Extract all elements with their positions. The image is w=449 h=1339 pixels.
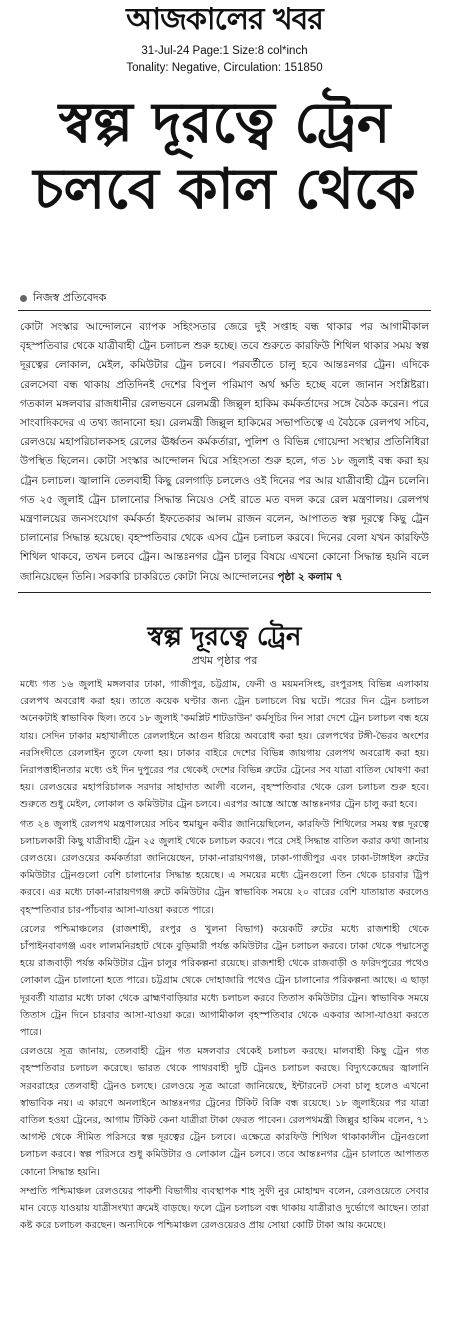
paragraph: সম্প্রতি পশ্চিমাঞ্চল রেলওয়ের পাকশী বিভাগীয় ব্যবস্থাপক শাহ সুফী নুর মোহাম্মদ বলেন, রেলওয়েতে সেবার মান বেড়ে যাওয়ায় যাত্রীসংখ্যা ক্রমেই বাড়ছে। ফলে ট্রেন চলাচল বন্ধ থাকায় যাত্রীরাও দুর্ভোগে আছেন। তারা কষ্ট করে চলাচল করছেন। অন্যদিকে পশ্চিমাঞ্চল রেলওয়েরও প্রায় সোয়া কোটি টাকা আয় কমেছে। xyxy=(20,1185,429,1232)
paragraph: গত ২৪ জুলাই রেলপথ মন্ত্রণালয়ের সচিব হুমায়ুন কবীর জানিয়েছিলেন, কারফিউ শিথিলের সময় স্বল্প দূরত্বে চলাচলকারী কিছু যাত্রীবাহী ট্রেন ২৫ জুলাই থেকে চলাচল করবে। পরে সেই সিদ্ধান্ত বাতিল করার কথা জানায় রেলওয়ে। রেলওয়ের কর্মকর্তারা জানিয়েছেন, ঢাকা-নারায়ণগঞ্জ, ঢাকা-গাজীপুর এবং ঢাকা-টাঙ্গাইল রুটের কমিউটার ট্রেনগুলো বেশি চালানোর সিদ্ধান্ত হয়েছে। এ সময়ের মধ্যে ট্রেনগুলো তিন থেকে চারবার ট্রিপ করবে। এর মধ্যে ঢাকা-নারায়ণগঞ্জ রুটে কমিউটার ট্রেন স্বাভাবিক সময়ে ২০ বারের বেশি যাতায়াত করলেও বৃহস্পতিবার চার-পাঁচবার আসা-যাওয়া করতে পারে। xyxy=(20,818,429,916)
jump-reference: পৃষ্ঠা ২ কলাম ৭ xyxy=(277,570,343,583)
divider xyxy=(18,592,431,593)
clipping-meta-date: 31-Jul-24 Page:1 Size:8 col*inch xyxy=(141,45,308,57)
article-headline: স্বল্প দূরত্বে ট্রেন চলবে কাল থেকে xyxy=(33,90,416,222)
paragraph: মধ্যে গত ১৬ জুলাই মঙ্গলবার ঢাকা, গাজীপুর, চট্টগ্রাম, ফেনী ও ময়মনসিংহ, রংপুরসহ বিভিন্ন এলাকায় রেলপথ অবরোধ করা হয়। তাতে কয়েক ঘণ্টার জন্য ট্রেন চলাচলে বিঘ্ন ঘটে। পরের দিন ট্রেন চলাচল অনেকটাই স্বাভাবিক ছিল। তবে ১৮ জুলাই 'কমপ্লিট শাটডাউন' কর্মসূচির দিন সারা দেশে ট্রেন চলাচল বন্ধ হয়ে যায়। সেদিন ঢাকার মহাখালীতে রেললাইনে আগুন ধরিয়ে অবরোধ করা হয়। রেলপথের টঙ্গী-ভৈরব অংশের নরসিংদীতে রেললাইন তুলে ফেলা হয়। ঢাকার বাইরে দেশের বিভিন্ন জায়গায় রেলপথ অবরোধ করা হয়। নিরাপত্তাহীনতার মধ্যে ওই দিন দুপুরের পর থেকেই দেশের বিভিন্ন রুটের ট্রেনের সব যাত্রা বাতিল ঘোষণা করা হয়। রেলওয়ের মহাপরিচালক সরদার সাহাদাত আলী বলেন, বৃহস্পতিবার থেকে রেল চলাচল শুরু হবে। শুরুতে শুধু মেইল, লোকাল ও কমিউটার ট্রেন চলবে। এরপর আস্তে আস্তে আন্তঃনগর ট্রেন চালু করা হবে। xyxy=(20,679,429,811)
paragraph: রেলওয়ে সূত্র জানায়, তেলবাহী ট্রেন গত মঙ্গলবার থেকেই চলাচল করছে। মালবাহী কিছু ট্রেন গত বৃহস্পতিবার চলাচল করেছে। ভারত থেকে পাথরবাহী দুটি ট্রেনও চলাচল করছে। বিদ্যুৎকেন্দ্রের জ্বালানি সরবরাহের তেলবাহী ট্রেনও চলছে। রেলওয়ে সূত্র আরো জানিয়েছে, ইন্টারনেট সেবা চালু হলেও এখনো স্বাভাবিক নয়। এ কারণে অনলাইনে আন্তঃনগর ট্রেনের টিকিট বিক্রি বন্ধ রয়েছে। ১৮ জুলাইয়ের পর যাত্রা বাতিল হওয়া ট্রেনের, আগাম টিকিট কেনা যাত্রীরা টাকা ফেরত পাবেন। রেলপথমন্ত্রী জিল্লুর হাকিম বলেন, ৭১ আগস্ট থেকে সীমিত পরিসরে স্বল্প দূরত্বের ট্রেন চলবে। এক্ষেত্রে কারফিউ শিথিল থাকাকালীন ট্রেনগুলো চলাচল করবে। স্বল্প পরিসরে শুধু কমিউটার ও লোকাল ট্রেন চলবে। তবে আন্তঃনগর ট্রেন চালাতে আপাতত কোনো সিদ্ধান্ত হয়নি। xyxy=(20,1046,429,1178)
byline-text: নিজস্ব প্রতিবেদক xyxy=(33,291,107,304)
divider xyxy=(18,310,431,311)
masthead-title: আজকালের খবর xyxy=(126,2,323,37)
article-body-text: কোটা সংস্কার আন্দোলনে ব্যাপক সহিংসতার জেরে দুই সপ্তাহ বন্ধ থাকার পর আগামীকাল বৃহস্পতিবার থেকে যাত্রীবাহী ট্রেন চলাচল শুরু হচ্ছে। তবে শুরুতে কারফিউ শিথিল থাকার সময় স্বল্প দূরত্বের লোকাল, মেইল, কমিউটার ট্রেন চলবে। পরবর্তীতে চালু হবে আন্তঃনগর ট্রেন। এদিকে রেলসেবা বন্ধ থাকায় প্রতিদিনই দেশের বিপুল পরিমাণ অর্থ ক্ষতি হচ্ছে বলে জানান সংশ্লিষ্টরা। গতকাল মঙ্গলবার রাজধানীর রেলভবনে রেলমন্ত্রী জিল্লুল হাকিম কর্মকর্তাদের সঙ্গে বৈঠক করেন। পরে সাংবাদিকদের এ তথ্য জানানো হয়। রেলমন্ত্রী জিল্লুল হাকিমের সভাপতিত্বে এ বৈঠকে রেলপথ সচিব, রেলওয়ে মহাপরিচালকসহ রেলের ঊর্ধ্বতন কর্মকর্তারা, পুলিশ ও বিভিন্ন গোয়েন্দা সংস্থার প্রতিনিধিরা উপস্থিত ছিলেন। কোটা সংস্কার আন্দোলন ঘিরে সহিংসতা শুরু হলে, গত ১৮ জুলাই বন্ধ করা হয় ট্রেন চলাচল। জ্বালানি তেলবাহী কিছু রেলগাড়ি চললেও ওই দিনের পর আর যাত্রীবাহী ট্রেন চলেনি। গত ২৫ জুলাই ট্রেন চালানোর সিদ্ধান্ত নিয়েও সেই রাতে মত বদল করে রেল মন্ত্রণালয়। রেলপথ মন্ত্রণালয়ের জনসংযোগ কর্মকর্তা ইফতেকার আলম রাজন বলেন, আপাতত স্বল্প দূরত্বে কিছু ট্রেন চালানোর সিদ্ধান্ত হয়েছে। বৃহস্পতিবার থেকে এসব ট্রেন চলাচল করবে। দিনের বেলা যখন কারফিউ শিথিল থাকবে, তখন চলবে ট্রেন। আন্তঃনগর ট্রেন চালুর বিষয়ে এখনো কোনো সিদ্ধান্ত হয়নি বলে জানিয়েছেন তিনি। সরকারি চাকরিতে কোটা নিয়ে আন্দোলনের xyxy=(20,321,429,583)
byline xyxy=(20,291,106,305)
continuation-subhead: প্রথম পৃষ্ঠার পর xyxy=(191,654,258,667)
clipping-meta-tonality: Tonality: Negative, Circulation: 151850 xyxy=(126,62,323,74)
paragraph: রেলের পশ্চিমাঞ্চলের (রাজশাহী, রংপুর ও খুলনা বিভাগ) কয়েকটি রুটের মধ্যে রাজশাহী থেকে চাঁপাইনবাবগঞ্জ এবং লালমনিরহাট থেকে বুড়িমারী পর্যন্ত কমিউটার ট্রেন চলাচল করবে। ঢাকা থেকে পদ্মাসেতু হয়ে রাজবাড়ী পর্যন্ত কমিউটার ট্রেন চালুর পরিকল্পনা রয়েছে। রাজশাহী থেকে রাজবাড়ী ও ফরিদপুরের পথেও লোকাল ট্রেন চালানো হতে পারে। চট্টগ্রাম থেকে দোহাজারি পথেও ট্রেন চালানোর পরিকল্পনা আছে। এ ছাড়া দূরবর্তী যাত্রার মধ্যে ঢাকা থেকে ব্রাহ্মণবাড়িয়ার মধ্যে চলাচল করবে তিতাস কমিউটার ট্রেন। স্বাভাবিক সময়ে তিতাস ট্রেন দিনে চারবার আসা-যাওয়া করে। আগামীকাল বৃহস্পতিবার থেকে একবার আসা-যাওয়া করতে পারে। xyxy=(20,923,429,1039)
continuation-headline: স্বল্প দূরত্বে ট্রেন xyxy=(147,622,302,652)
continuation-body xyxy=(20,676,429,1328)
bullet-icon xyxy=(20,295,27,302)
article-body-front xyxy=(20,318,429,586)
